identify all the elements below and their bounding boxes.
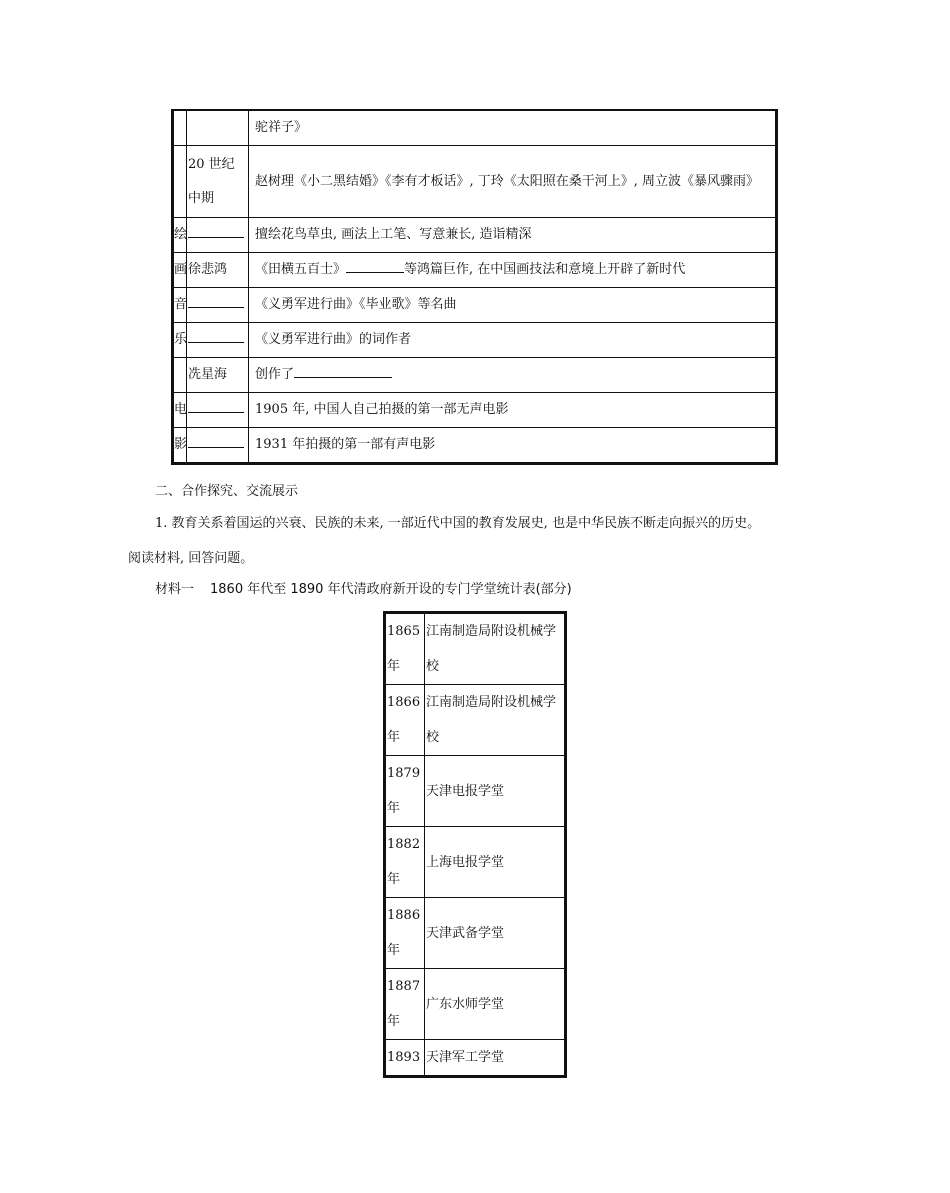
table-row: [385, 827, 566, 898]
content-cell: 1931 年拍摄的第一部有声电影: [249, 428, 777, 464]
table-row: [173, 253, 777, 288]
year-cell: 1886 年: [385, 898, 425, 969]
content-cell: 《义勇军进行曲》的词作者: [249, 323, 777, 358]
sub-cell: [187, 218, 249, 253]
answer-blank[interactable]: [188, 221, 244, 238]
material-title: 1860 年代至 1890 年代清政府新开设的专门学堂统计表(部分): [210, 582, 572, 597]
category-cell: 乐: [173, 323, 187, 358]
material-label: 材料一: [155, 582, 195, 597]
answer-blank[interactable]: [188, 326, 244, 343]
category-cell: [173, 358, 187, 393]
category-cell: 音: [173, 288, 187, 323]
school-cell: 天津军工学堂: [425, 1040, 566, 1077]
year-cell: 1865 年: [385, 613, 425, 685]
content-cell: [249, 253, 777, 288]
table-row: [385, 613, 566, 685]
table-row: [173, 428, 777, 464]
school-cell: 江南制造局附设机械学校: [425, 685, 566, 756]
question-text: 1. 教育关系着国运的兴衰、民族的未来, 一部近代中国的教育发展史, 也是中华民族不断走向振兴的历史。: [155, 516, 761, 531]
school-cell: 天津武备学堂: [425, 898, 566, 969]
sub-cell: [187, 288, 249, 323]
table-row: [173, 323, 777, 358]
table-row: [385, 898, 566, 969]
table-row: [385, 969, 566, 1040]
schools-table: [383, 611, 567, 1078]
table-row: [173, 146, 777, 218]
year-cell: 1879 年: [385, 756, 425, 827]
category-cell: [173, 146, 187, 218]
category-cell: 绘: [173, 218, 187, 253]
content-cell: 《义勇军进行曲》《毕业歌》等名曲: [249, 288, 777, 323]
table-row: [385, 756, 566, 827]
school-cell: 江南制造局附设机械学校: [425, 613, 566, 685]
year-cell: 1882 年: [385, 827, 425, 898]
question-text-cont: 阅读材料, 回答问题。: [128, 551, 254, 566]
answer-blank[interactable]: [188, 431, 244, 448]
category-cell: 电: [173, 393, 187, 428]
year-cell: 1866 年: [385, 685, 425, 756]
content-post: 等鸿篇巨作, 在中国画技法和意境上开辟了新时代: [404, 262, 686, 277]
content-pre: 《田横五百士》: [255, 262, 347, 277]
sub-cell: 冼星海: [187, 358, 249, 393]
content-cell: [249, 358, 777, 393]
culture-table: [171, 109, 778, 465]
answer-blank[interactable]: [188, 396, 244, 413]
content-cell: 驼祥子》: [249, 110, 777, 146]
sub-cell: [187, 428, 249, 464]
category-cell: [173, 110, 187, 146]
table-row: [173, 288, 777, 323]
sub-cell: 20 世纪中期: [187, 146, 249, 218]
table-row: [385, 685, 566, 756]
content-cell: 赵树理《小二黑结婚》《李有才板话》, 丁玲《太阳照在桑干河上》, 周立波《暴风骤雨》: [249, 146, 777, 218]
table-row: [173, 393, 777, 428]
sub-cell: [187, 393, 249, 428]
content-cell: 1905 年, 中国人自己拍摄的第一部无声电影: [249, 393, 777, 428]
category-cell: 画: [173, 253, 187, 288]
answer-blank[interactable]: [188, 291, 244, 308]
section-heading: 二、合作探究、交流展示: [155, 484, 299, 499]
content-pre: 创作了: [255, 367, 295, 382]
year-cell: 1893: [385, 1040, 425, 1077]
school-cell: 广东水师学堂: [425, 969, 566, 1040]
school-cell: 天津电报学堂: [425, 756, 566, 827]
table-row: [385, 1040, 566, 1077]
year-cell: 1887 年: [385, 969, 425, 1040]
content-cell: 擅绘花鸟草虫, 画法上工笔、写意兼长, 造诣精深: [249, 218, 777, 253]
table-row: [173, 218, 777, 253]
answer-blank[interactable]: [294, 361, 392, 378]
sub-cell: [187, 110, 249, 146]
table-row: [173, 358, 777, 393]
material-caption: [155, 580, 855, 600]
category-cell: 影: [173, 428, 187, 464]
school-cell: 上海电报学堂: [425, 827, 566, 898]
table-row: [173, 110, 777, 146]
sub-cell: [187, 323, 249, 358]
answer-blank[interactable]: [346, 256, 404, 273]
sub-cell: 徐悲鸿: [187, 253, 249, 288]
